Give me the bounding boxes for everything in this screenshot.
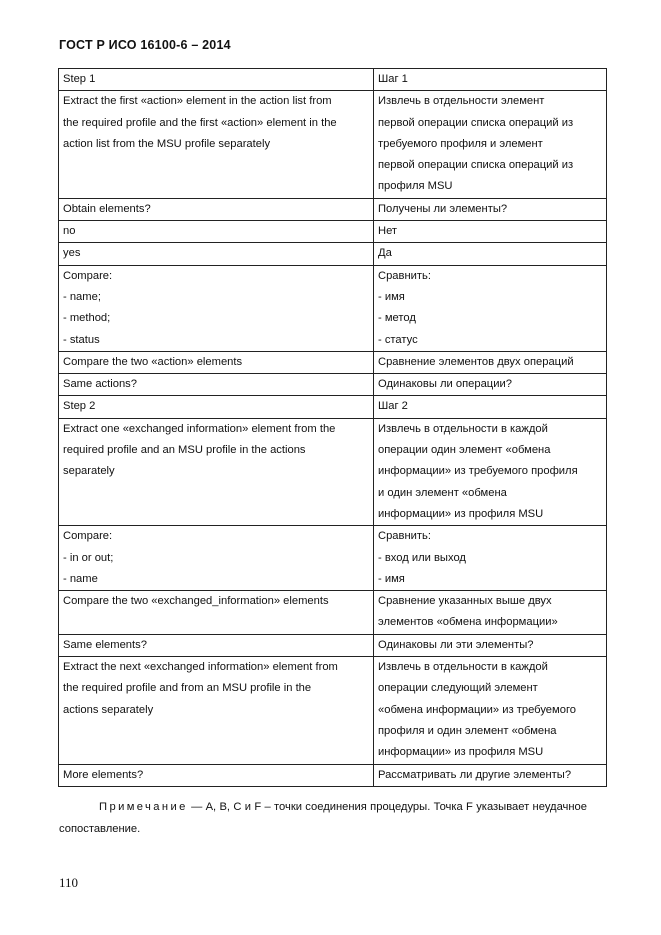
table-row xyxy=(59,221,607,243)
english-cell xyxy=(59,418,374,525)
english-cell xyxy=(59,396,374,418)
cell-line: Step 1 xyxy=(63,73,96,85)
table-row xyxy=(59,351,607,373)
english-cell xyxy=(59,198,374,220)
cell-line: Compare the two «exchanged_information» elements xyxy=(63,595,329,608)
russian-cell xyxy=(374,764,607,786)
cell-line: Одинаковы ли операции? xyxy=(378,378,512,391)
cell-line: информации» из профиля MSU xyxy=(378,507,544,520)
note-label: Примечание xyxy=(99,801,188,813)
cell-line: Получены ли элементы? xyxy=(378,202,508,215)
table-row xyxy=(59,69,607,91)
cell-line: - метод xyxy=(378,312,416,325)
english-cell xyxy=(59,657,374,764)
cell-line: no xyxy=(63,225,76,238)
cell-line: информации» из требуемого профиля xyxy=(378,465,578,478)
cell-line: информации» из профиля MSU xyxy=(378,746,544,759)
page-number: 110 xyxy=(59,875,79,890)
cell-line: - статус xyxy=(378,333,418,346)
russian-cell xyxy=(374,657,607,764)
cell-line: required profile and an MSU profile in the actions xyxy=(63,444,306,457)
russian-cell xyxy=(374,396,607,418)
table-row xyxy=(59,764,607,786)
cell-line: - status xyxy=(63,333,100,346)
cell-line: - вход или выход xyxy=(378,551,466,564)
cell-line: Сравнение элементов двух операций xyxy=(378,355,574,368)
russian-cell xyxy=(374,243,607,265)
english-cell xyxy=(59,69,374,91)
table-row xyxy=(59,418,607,525)
russian-cell xyxy=(374,198,607,220)
cell-line: Same actions? xyxy=(63,378,138,391)
cell-line: Сравнение указанных выше двух xyxy=(378,595,552,608)
cell-line: Шаг 1 xyxy=(378,73,408,85)
table-row xyxy=(59,634,607,656)
cell-line: профиля MSU xyxy=(378,180,453,193)
cell-line: Сравнить: xyxy=(378,269,431,282)
cell-line: the required profile and from an MSU profile in the xyxy=(63,682,312,695)
russian-cell xyxy=(374,69,607,91)
cell-line: - in or out; xyxy=(63,551,114,564)
note-paragraph xyxy=(59,796,587,840)
cell-line: the required profile and the first «action» element in the xyxy=(63,116,337,129)
cell-line: Извлечь в отдельности элемент xyxy=(378,95,545,108)
russian-cell xyxy=(374,221,607,243)
russian-cell xyxy=(374,634,607,656)
english-cell xyxy=(59,374,374,396)
english-cell xyxy=(59,243,374,265)
cell-line: - method; xyxy=(63,312,111,325)
cell-line: yes xyxy=(63,247,81,260)
cell-line: Extract one «exchanged information» element from the xyxy=(63,422,336,435)
russian-cell xyxy=(374,374,607,396)
document-header: ГОСТ Р ИСО 16100-6 – 2014 xyxy=(59,38,231,52)
cell-line: Да xyxy=(378,247,392,260)
cell-line: More elements? xyxy=(63,768,144,781)
russian-cell xyxy=(374,418,607,525)
cell-line: и один элемент «обмена xyxy=(378,486,507,499)
cell-line: «обмена информации» из требуемого xyxy=(378,703,577,716)
table-row xyxy=(59,198,607,220)
cell-line: Шаг 2 xyxy=(378,400,408,413)
english-cell xyxy=(59,91,374,198)
cell-line: Compare the two «action» elements xyxy=(63,355,243,368)
cell-line: профиля и один элемент «обмена xyxy=(378,724,557,737)
table-row xyxy=(59,657,607,764)
english-cell xyxy=(59,351,374,373)
english-cell xyxy=(59,265,374,351)
table-row xyxy=(59,265,607,351)
cell-line: элементов «обмена информации» xyxy=(378,616,558,629)
russian-cell xyxy=(374,351,607,373)
cell-line: Рассматривать ли другие элементы? xyxy=(378,768,572,781)
table-row xyxy=(59,243,607,265)
table-row xyxy=(59,396,607,418)
table-row xyxy=(59,526,607,591)
russian-cell xyxy=(374,91,607,198)
table-row xyxy=(59,374,607,396)
cell-line: Одинаковы ли эти элементы? xyxy=(378,638,534,651)
note-text: — A, B, C и F – точки соединения процедуры. Точка F указывает неудачное сопоставление. xyxy=(59,801,587,835)
cell-line: Extract the next «exchanged information» element from xyxy=(63,661,338,674)
cell-line: Нет xyxy=(378,225,398,238)
english-cell xyxy=(59,591,374,635)
english-cell xyxy=(59,764,374,786)
english-cell xyxy=(59,526,374,591)
cell-line: Obtain elements? xyxy=(63,202,151,215)
cell-line: actions separately xyxy=(63,703,154,716)
english-cell xyxy=(59,634,374,656)
english-cell xyxy=(59,221,374,243)
cell-line: первой операции списка операций из xyxy=(378,159,574,172)
cell-line: требуемого профиля и элемент xyxy=(378,137,543,150)
cell-line: Extract the first «action» element in the action list from xyxy=(63,95,332,108)
cell-line: - name; xyxy=(63,290,101,303)
cell-line: - имя xyxy=(378,290,405,303)
cell-line: первой операции списка операций из xyxy=(378,116,574,129)
cell-line: separately xyxy=(63,465,115,478)
cell-line: Step 2 xyxy=(63,400,96,413)
russian-cell xyxy=(374,265,607,351)
translation-table xyxy=(58,68,607,787)
table-row xyxy=(59,91,607,198)
russian-cell xyxy=(374,591,607,635)
cell-line: операции один элемент «обмена xyxy=(378,444,551,457)
cell-line: action list from the MSU profile separately xyxy=(63,137,271,150)
cell-line: Извлечь в отдельности в каждой xyxy=(378,422,548,435)
russian-cell xyxy=(374,526,607,591)
table-row xyxy=(59,591,607,635)
cell-line: Сравнить: xyxy=(378,530,431,543)
cell-line: Compare: xyxy=(63,530,113,543)
cell-line: Compare: xyxy=(63,269,113,282)
cell-line: Извлечь в отдельности в каждой xyxy=(378,661,548,674)
cell-line: - имя xyxy=(378,572,405,585)
cell-line: - name xyxy=(63,572,98,585)
cell-line: Same elements? xyxy=(63,638,147,651)
cell-line: операции следующий элемент xyxy=(378,682,538,695)
